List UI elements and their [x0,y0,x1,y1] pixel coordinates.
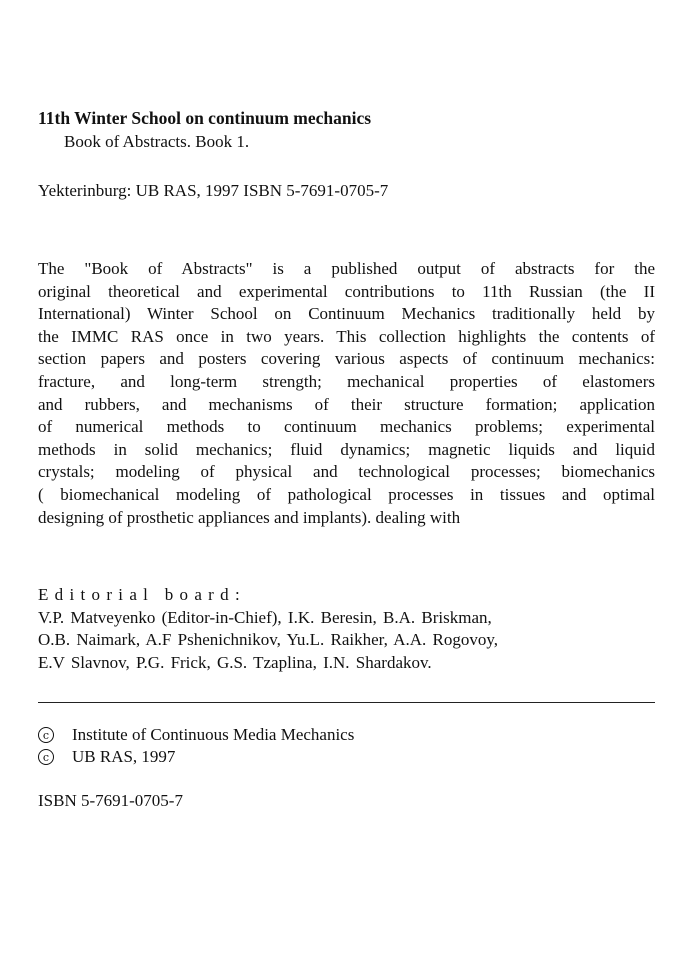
copyright-icon: c [38,749,54,765]
abstract-line: the IMMC RAS once in two years. This collection highlights the contents of [38,326,655,346]
editorial-board-line: V.P. Matveyenko (Editor-in-Chief), I.K. Beresin, B.A. Briskman, [38,607,492,627]
abstract-line: and rubbers, and mechanisms of their structure formation; application [38,394,655,414]
abstract-line: crystals; modeling of physical and technological processes; biomechanics [38,462,655,482]
editorial-board-line: E.V Slavnov, P.G. Frick, G.S. Tzaplina, I.N. Shardakov. [38,652,432,672]
copyright-icon: c [38,727,54,743]
page-title: 11th Winter School on continuum mechanics [38,108,372,128]
abstract-line: The "Book of Abstracts" is a published output of abstracts for the [38,259,655,278]
copyright-holder: UB RAS, 1997 [72,747,176,766]
abstract-line: designing of prosthetic appliances and implants). dealing with [38,507,461,527]
abstract-line: of numerical methods to continuum mechanics problems; experimental [38,417,655,437]
isbn-number: ISBN 5-7691-0705-7 [38,791,183,810]
copyright-line [38,725,538,745]
publication-line: Yekterinburg: UB RAS, 1997 ISBN 5-7691-0705-7 [38,181,389,200]
abstract-line: original theoretical and experimental contributions to 11th Russian (the II [38,281,655,301]
editorial-board-line: O.B. Naimark, A.F Pshenichnikov, Yu.L. Raikher, A.A. Rogovoy, [38,630,499,650]
abstract-line: ( biomechanical modeling of pathological processes in tissues and optimal [38,484,655,504]
book-subtitle: Book of Abstracts. Book 1. [64,132,250,151]
abstract-paragraph [38,258,655,529]
abstract-line: fracture, and long-term strength; mechanical properties of elastomers [38,371,655,391]
abstract-line: International) Winter School on Continuum Mechanics traditionally held by [38,304,655,324]
copyright-holder: Institute of Continuous Media Mechanics [72,725,355,744]
abstract-line: section papers and posters covering various aspects of continuum mechanics: [38,349,655,369]
editorial-board-heading: Editorial board: [38,585,246,604]
abstract-line: methods in solid mechanics; fluid dynamics; magnetic liquids and liquid [38,439,655,459]
copyright-line [38,747,538,767]
editorial-board [38,584,658,674]
horizontal-divider [38,702,655,703]
